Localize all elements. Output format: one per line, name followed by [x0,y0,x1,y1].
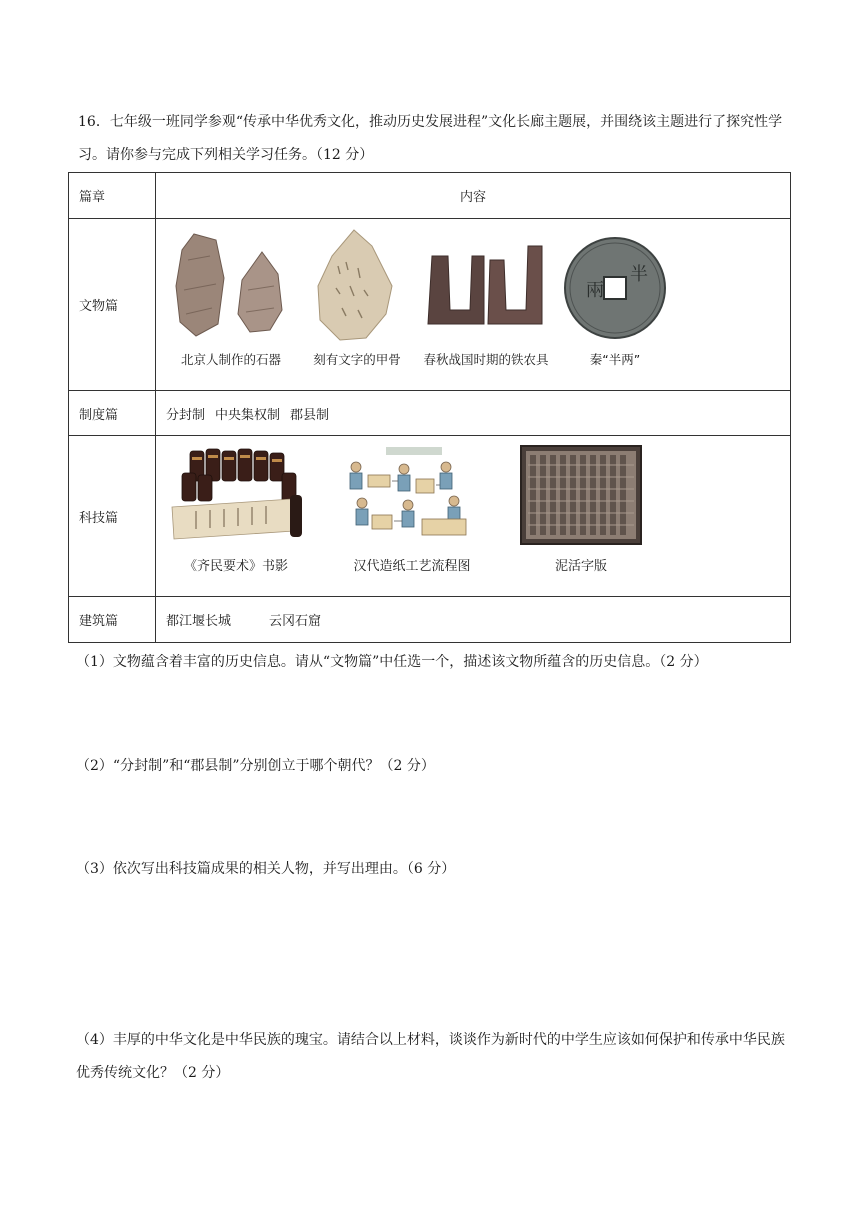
architecture-cell [156,597,791,643]
tech-type-plate [520,445,642,588]
subquestion-1: （1）文物蕴含着丰富的历史信息。请从“文物篇”中任选一个，描述该文物所蕴含的历史信息。（2 分） [76,654,708,670]
subquestion-4: （4）丰厚的中华文化是中华民族的瑰宝。请结合以上材料，谈谈作为新时代的中学生应该如何保护和传承中华民族优秀传统文化？（2 分） [76,1032,785,1081]
artifact-stone-tools [166,226,296,384]
header-section: 篇章 [69,173,156,219]
artifacts-gallery [156,226,790,384]
caption-papermaking: 汉代造纸工艺流程图 [353,558,471,574]
table-row-architecture [69,597,791,643]
oracle-bone-icon [302,226,412,346]
system-item-centralization: 中央集权制 [215,407,281,423]
caption-ban-liang-coin: 秦“半两” [589,351,641,367]
tech-papermaking [342,445,482,588]
table-row-artifacts [69,219,791,391]
system-item-enfeoffment: 分封制 [166,407,206,423]
system-item-prefecture-county: 郡县制 [290,407,330,423]
caption-iron-tool: 春秋战国时期的铁农具 [423,351,549,367]
iron-tool-icon [418,226,554,346]
row-label-system: 制度篇 [69,391,156,436]
row-label-architecture: 建筑篇 [69,597,156,643]
caption-oracle-bone: 刻有文字的甲骨 [313,351,401,367]
stone-tools-icon [166,226,296,346]
tech-cell [156,436,791,597]
subquestion-3: （3）依次写出科技篇成果的相关人物，并写出理由。（6 分） [76,861,456,877]
subquestion-2: （2）“分封制”和“郡县制”分别创立于哪个朝代？（2 分） [76,758,435,774]
arch-item-yungang-grottoes: 云冈石窟 [269,614,322,629]
tech-book [166,445,306,588]
header-content: 内容 [156,173,791,219]
content-table [68,172,791,643]
coin-glyph-left: 兩 [586,279,604,301]
system-cell [156,391,791,436]
artifact-ban-liang-coin [560,226,670,384]
caption-type-plate: 泥活字版 [554,558,607,574]
question-intro: 16．七年级一班同学参观“传承中华优秀文化，推动历史发展进程”文化长廊主题展，并围绕该主题进行了探究性学习。请你参与完成下列相关学习任务。（12 分） [78,114,783,163]
papermaking-diagram-icon [342,445,482,545]
coin-glyph-right: 半 [630,263,648,285]
type-plate-icon [520,445,642,545]
ban-liang-coin-icon [560,226,670,346]
row-label-tech: 科技篇 [69,436,156,597]
artifact-iron-tool [418,226,554,384]
arch-item-dujiangyan-great-wall: 都江堰长城 [166,614,232,629]
book-scrolls-icon [166,445,306,545]
tech-gallery [156,445,790,588]
row-label-artifacts: 文物篇 [69,219,156,391]
caption-book-scrolls: 《齐民要术》书影 [183,558,288,574]
caption-stone-tools: 北京人制作的石器 [180,351,281,367]
artifacts-cell [156,219,791,391]
table-row-tech [69,436,791,597]
table-header-row [69,173,791,219]
artifact-oracle-bone [302,226,412,384]
table-row-system [69,391,791,436]
